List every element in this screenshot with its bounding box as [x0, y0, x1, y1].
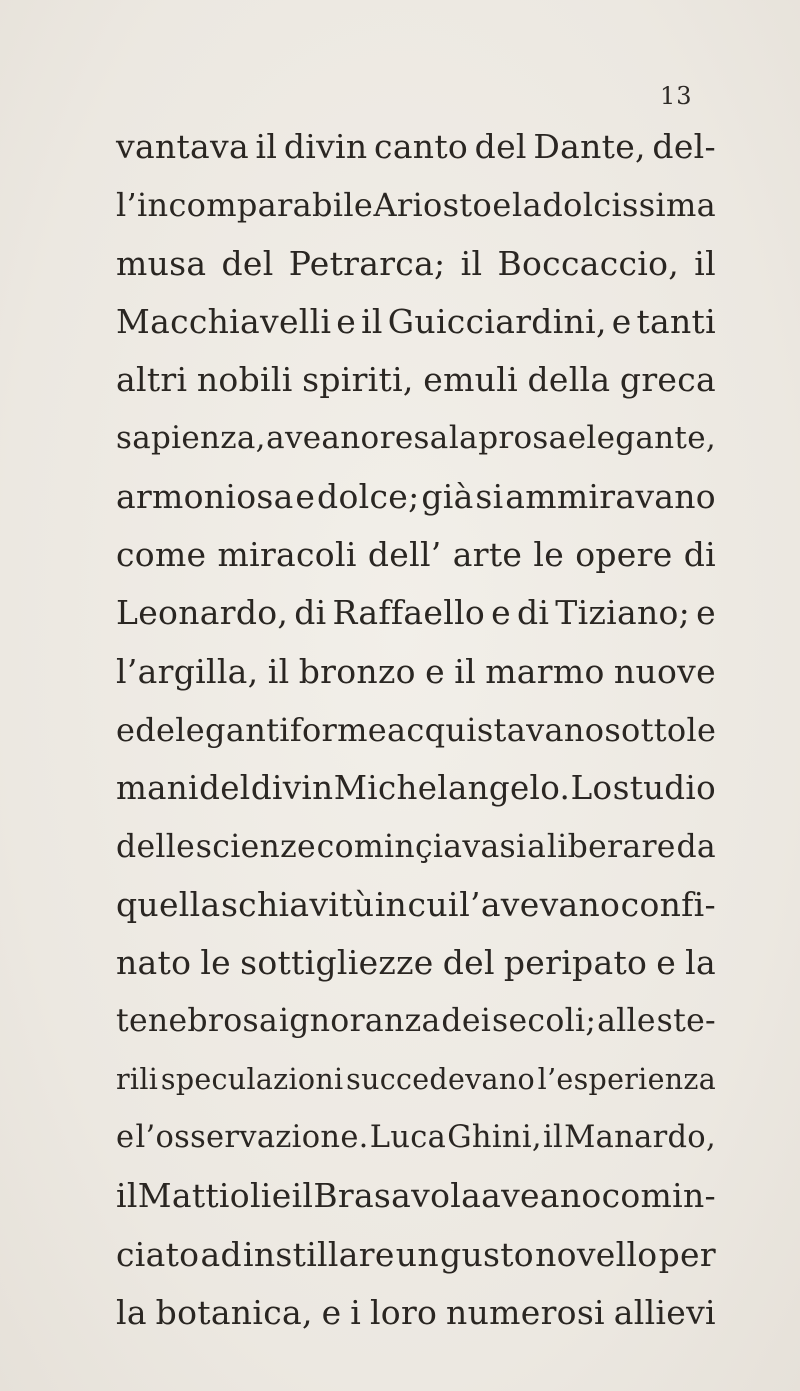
word: a: [527, 828, 547, 865]
text-line-15: [116, 934, 716, 992]
word: tenebrosa: [116, 1003, 279, 1040]
word: la: [116, 1292, 147, 1332]
word: il: [361, 301, 383, 341]
word: opere: [575, 535, 673, 575]
word: il: [460, 243, 483, 283]
word: l’argilla,: [116, 651, 259, 691]
text-line-8: [116, 526, 716, 584]
text-line-1: [116, 118, 716, 176]
word: il: [116, 1176, 138, 1216]
word: Ghini,: [447, 1120, 542, 1156]
word: di: [516, 593, 550, 633]
word: Luca: [369, 1120, 447, 1156]
word: eleganti: [156, 710, 290, 749]
word: e: [611, 301, 632, 341]
text-line-5: [116, 351, 716, 409]
word: divin: [250, 769, 334, 808]
word: spiriti,: [302, 360, 414, 400]
text-line-12: [116, 759, 716, 817]
word: confi-: [620, 884, 716, 924]
word: della: [527, 360, 611, 400]
body-text: [116, 118, 716, 1342]
word: da: [676, 828, 716, 865]
word: vantava: [116, 127, 249, 166]
word: nobili: [196, 360, 293, 400]
word: l’incomparabile: [116, 186, 374, 225]
text-line-3: [116, 235, 716, 293]
word: un: [395, 1234, 439, 1274]
text-line-18: [116, 1109, 716, 1167]
word: ciato: [116, 1234, 200, 1274]
word: botanica,: [155, 1292, 313, 1332]
word: cominçiavasi: [316, 828, 527, 865]
word: speculazioni: [160, 1062, 344, 1096]
word: di: [683, 535, 716, 575]
text-line-10: [116, 643, 716, 701]
word: aveano: [266, 420, 380, 457]
word: in: [374, 884, 408, 924]
word: e: [116, 1120, 135, 1156]
word: Raffaello: [332, 593, 486, 633]
word: ammiravano: [505, 476, 716, 516]
word: come: [116, 535, 207, 575]
text-line-14: [116, 876, 716, 934]
word: studio: [612, 769, 716, 808]
word: loro: [369, 1292, 438, 1332]
word: già: [421, 476, 474, 516]
word: succedevano: [346, 1062, 535, 1096]
word: Brasavola: [313, 1176, 482, 1216]
word: arte: [452, 535, 523, 575]
word: Dante,: [533, 127, 646, 166]
word: e: [295, 476, 316, 516]
word: miracoli: [217, 535, 357, 575]
word: e: [656, 943, 677, 983]
word: e: [491, 593, 511, 633]
word: il: [694, 243, 716, 283]
word: divin: [283, 127, 368, 166]
word: sapienza,: [116, 420, 266, 457]
text-line-20: [116, 1226, 716, 1284]
word: l’esperienza: [537, 1062, 716, 1096]
word: del: [199, 769, 251, 808]
word: tanti: [636, 301, 716, 341]
text-line-2: [116, 176, 716, 234]
text-line-6: [116, 409, 716, 467]
word: i: [350, 1292, 362, 1332]
word: resa: [379, 420, 449, 457]
word: sottigliezze: [240, 943, 434, 983]
word: altri: [116, 360, 188, 400]
word: dei: [441, 1003, 492, 1040]
word: Mattioli: [137, 1176, 272, 1216]
word: la: [685, 943, 716, 983]
word: mani: [116, 769, 199, 808]
word: Michelangelo.: [333, 769, 571, 808]
word: armoniosa: [116, 476, 294, 516]
word: numerosi: [446, 1292, 605, 1332]
word: forme: [289, 710, 387, 749]
word: e: [696, 593, 716, 633]
word: comin-: [601, 1176, 716, 1216]
word: quella: [116, 884, 221, 924]
word: greca: [619, 360, 716, 400]
word: ad: [200, 1234, 242, 1274]
word: la: [512, 186, 542, 225]
word: per: [658, 1234, 716, 1274]
text-line-7: [116, 468, 716, 526]
word: Manardo,: [564, 1120, 716, 1156]
word: dolcissima: [542, 186, 716, 225]
word: il: [454, 651, 476, 691]
word: bronzo: [298, 651, 416, 691]
word: ignoranza: [278, 1003, 441, 1040]
word: e: [321, 1292, 342, 1332]
word: ste-: [656, 1003, 716, 1040]
word: gusto: [440, 1234, 534, 1274]
word: le: [533, 535, 565, 575]
word: acquistavano: [387, 710, 605, 749]
text-line-9: [116, 584, 716, 642]
word: liberare: [546, 828, 676, 865]
word: sotto: [604, 710, 687, 749]
word: canto: [374, 127, 469, 166]
word: aveano: [481, 1176, 602, 1216]
text-line-21: [116, 1284, 716, 1342]
word: emuli: [423, 360, 518, 400]
word: cui: [407, 884, 459, 924]
word: il: [255, 127, 278, 166]
page-number: 13: [660, 82, 693, 110]
word: del-: [652, 127, 716, 166]
text-line-19: [116, 1167, 716, 1225]
word: dolce;: [317, 476, 420, 516]
word: e: [271, 1176, 292, 1216]
word: e: [492, 186, 512, 225]
text-line-13: [116, 818, 716, 876]
word: le: [686, 710, 717, 749]
word: Guicciardini,: [387, 301, 607, 341]
word: musa: [116, 243, 207, 283]
word: ed: [116, 710, 157, 749]
word: schiavitù: [220, 884, 375, 924]
word: peripato: [503, 943, 648, 983]
word: le: [200, 943, 232, 983]
word: e: [336, 301, 357, 341]
word: secoli;: [491, 1003, 597, 1040]
word: di: [294, 593, 327, 633]
word: la: [448, 420, 478, 457]
word: del: [442, 943, 495, 983]
word: Lo: [570, 769, 613, 808]
text-line-16: [116, 992, 716, 1050]
word: elegante,: [567, 420, 716, 457]
word: Macchiavelli: [116, 301, 332, 341]
word: novello: [535, 1234, 658, 1274]
word: alle: [597, 1003, 656, 1040]
word: del: [221, 243, 274, 283]
word: del: [474, 127, 527, 166]
word: si: [475, 476, 504, 516]
word: allievi: [613, 1292, 716, 1332]
word: nuove: [613, 651, 716, 691]
word: marmo: [485, 651, 605, 691]
word: l’osservazione.: [135, 1120, 369, 1156]
word: Petrarca;: [288, 243, 446, 283]
word: Tiziano;: [555, 593, 691, 633]
word: scienze: [195, 828, 316, 865]
word: instillare: [243, 1234, 395, 1274]
text-line-11: [116, 701, 716, 759]
word: Ariosto: [373, 186, 493, 225]
word: nato: [116, 943, 192, 983]
word: Boccaccio,: [497, 243, 680, 283]
text-line-4: [116, 293, 716, 351]
word: il: [267, 651, 290, 691]
word: il: [542, 1120, 564, 1156]
word: prosa: [478, 420, 568, 457]
word: e: [425, 651, 445, 691]
word: rili: [116, 1062, 159, 1096]
word: l’avevano: [459, 884, 621, 924]
text-line-17: [116, 1051, 716, 1109]
word: dell’: [367, 535, 442, 575]
word: Leonardo,: [116, 593, 289, 633]
word: delle: [116, 828, 196, 865]
word: il: [291, 1176, 314, 1216]
